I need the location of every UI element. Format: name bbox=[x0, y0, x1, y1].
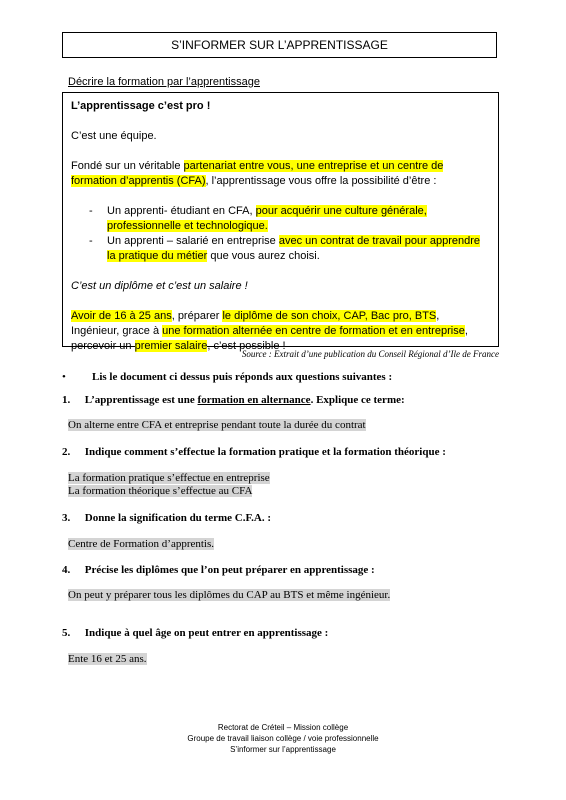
excerpt-team-line: C’est une équipe. bbox=[71, 130, 157, 142]
question-number: 1. bbox=[62, 394, 71, 406]
question-text: Précise les diplômes que l’on peut préparer en apprentissage : bbox=[84, 564, 375, 576]
excerpt-text: , percevoir un bbox=[71, 325, 468, 352]
footer-line: Groupe de travail liaison collège / voie professionnelle bbox=[187, 734, 379, 743]
question-number: 5. bbox=[62, 627, 71, 639]
source-citation: Source : Extrait d’une publication du Conseil Régional d’Ile de France bbox=[241, 349, 499, 359]
highlighted-text: pour acquérir une culture générale, professionnelle et technologique. bbox=[107, 205, 427, 232]
highlighted-text: Avoir de 16 à 25 ans bbox=[71, 310, 172, 322]
highlighted-text: une formation alternée en centre de formation et en entreprise bbox=[162, 325, 465, 337]
excerpt-text: Un apprenti- étudiant en CFA, bbox=[107, 205, 256, 217]
answer-line: La formation pratique s’effectue en entreprise bbox=[68, 472, 270, 484]
list-item bbox=[71, 204, 490, 234]
excerpt-motto: C’est un diplôme et c’est un salaire ! bbox=[71, 280, 248, 292]
question-text: Indique comment s’effectue la formation pratique et la formation théorique : bbox=[84, 446, 446, 458]
footer-line: S’informer sur l’apprentissage bbox=[230, 745, 336, 754]
excerpt-heading: L’apprentissage c’est pro ! bbox=[71, 100, 211, 112]
question-5 bbox=[62, 627, 328, 639]
excerpt-text: , Ingénieur, grace à bbox=[71, 310, 440, 337]
answer-line: Ente 16 et 25 ans. bbox=[68, 653, 147, 665]
excerpt-text: que vous aurez choisi. bbox=[207, 250, 320, 262]
excerpt-text: , préparer bbox=[171, 310, 223, 322]
answer-5 bbox=[68, 653, 147, 666]
highlighted-text: avec un contrat de travail pour apprendre la pratique du métier bbox=[107, 235, 481, 262]
question-2 bbox=[62, 446, 446, 458]
document-excerpt-frame bbox=[62, 92, 499, 352]
answer-line: Centre de Formation d’apprentis. bbox=[68, 538, 215, 550]
question-text: Indique à quel âge on peut entrer en apprentissage : bbox=[84, 627, 329, 639]
answer-2 bbox=[68, 472, 270, 498]
answer-line: La formation théorique s’effectue au CFA bbox=[68, 485, 253, 497]
highlighted-text: le diplôme de son choix, CAP, Bac pro, BTS bbox=[222, 310, 437, 322]
highlighted-text: premier salaire bbox=[134, 340, 208, 352]
excerpt-text: , l’apprentissage vous offre la possibilité d’être : bbox=[205, 175, 437, 187]
answer-4 bbox=[68, 589, 390, 602]
highlighted-text: partenariat entre vous, une entreprise et un centre de formation d’apprentis (CFA) bbox=[71, 160, 444, 187]
answer-1 bbox=[68, 419, 366, 432]
question-number: 2. bbox=[62, 446, 71, 458]
excerpt-paragraph-partnership bbox=[71, 159, 490, 189]
section-subtitle: Décrire la formation par l’apprentissage bbox=[68, 76, 260, 88]
question-number: 4. bbox=[62, 564, 71, 576]
bullet-icon: • bbox=[62, 371, 66, 383]
page-footer bbox=[0, 722, 566, 755]
question-text: . Explique ce terme: bbox=[310, 394, 405, 406]
apprentice-roles-list bbox=[71, 204, 490, 264]
question-4 bbox=[62, 564, 375, 576]
list-item bbox=[71, 234, 490, 264]
answer-line: On peut y préparer tous les diplômes du CAP au BTS et même ingénieur. bbox=[68, 589, 391, 601]
page-title: S’INFORMER SUR L’APPRENTISSAGE bbox=[62, 32, 497, 58]
question-text: Donne la signification du terme C.F.A. : bbox=[84, 512, 272, 524]
excerpt-text: Fondé sur un véritable bbox=[71, 160, 184, 172]
question-text: L’apprentissage est une bbox=[84, 394, 198, 406]
question-3 bbox=[62, 512, 271, 524]
answer-line: On alterne entre CFA et entreprise pendant toute la durée du contrat bbox=[68, 419, 366, 431]
excerpt-text: , c’est possible ! bbox=[207, 340, 286, 352]
dash-bullet: - bbox=[89, 205, 93, 217]
footer-line: Rectorat de Créteil – Mission collège bbox=[217, 723, 349, 732]
question-number: 3. bbox=[62, 512, 71, 524]
question-term: formation en alternance bbox=[197, 394, 311, 406]
answer-3 bbox=[68, 538, 214, 551]
dash-bullet: - bbox=[89, 235, 93, 247]
excerpt-text: Un apprenti – salarié en entreprise bbox=[107, 235, 279, 247]
instruction-text: Lis le document ci dessus puis réponds aux questions suivantes : bbox=[92, 371, 393, 383]
excerpt-paragraph-conditions bbox=[71, 309, 490, 354]
question-1 bbox=[62, 394, 405, 406]
